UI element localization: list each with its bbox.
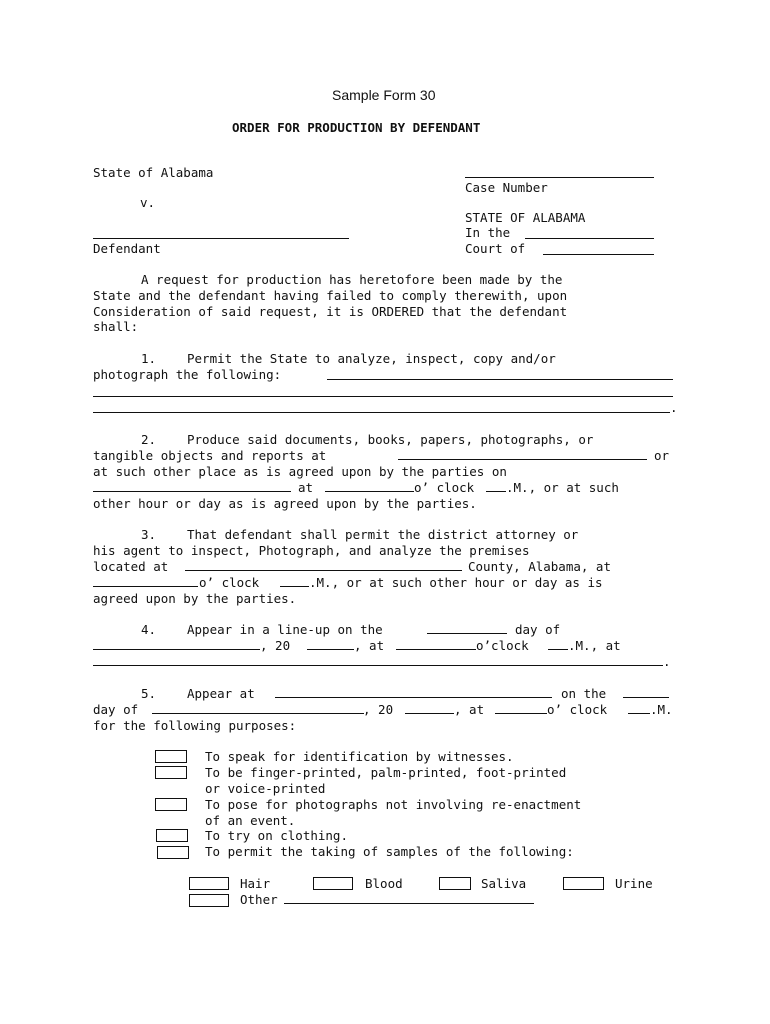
item-3-text: located at	[93, 559, 169, 574]
case-number-label: Case Number	[465, 180, 548, 195]
other-checkbox[interactable]	[189, 894, 229, 907]
item-3-text: .M., or at such other hour or day as is	[309, 575, 603, 590]
item-3-hour-blank[interactable]	[93, 586, 198, 587]
item-2-text: o’ clock	[414, 480, 475, 495]
item-5-text: on the	[561, 686, 607, 701]
item-2-text: at such other place as is agreed upon by the parties on	[93, 464, 507, 479]
hair-checkbox[interactable]	[189, 877, 229, 890]
item-4-hour-blank[interactable]	[396, 649, 476, 650]
intro-line: A request for production has heretofore been made by the	[141, 272, 563, 287]
state-label: STATE OF ALABAMA	[465, 210, 586, 225]
item-5-text: day of	[93, 702, 139, 717]
item-4-text: , 20	[260, 638, 291, 653]
other-label: Other	[240, 892, 278, 907]
item-1-blank[interactable]	[93, 396, 673, 397]
item-5-hour-blank[interactable]	[495, 713, 547, 714]
defendant-name-blank[interactable]	[93, 238, 349, 239]
item-4-ampm-blank[interactable]	[548, 649, 568, 650]
item-2-text: or	[654, 448, 670, 463]
item-1-blank[interactable]	[327, 379, 673, 380]
samples-label: To permit the taking of samples of the following:	[205, 844, 574, 859]
item-5-text: .M.	[650, 702, 673, 717]
item-5-text: , 20	[363, 702, 394, 717]
item-1-text: photograph the following:	[93, 367, 282, 382]
blood-checkbox[interactable]	[313, 877, 353, 890]
item-5-number: 5.	[141, 686, 157, 701]
item-5-text: o’ clock	[547, 702, 608, 717]
item-4-month-blank[interactable]	[93, 649, 260, 650]
item-3-text: agreed upon by the parties.	[93, 591, 297, 606]
saliva-checkbox[interactable]	[439, 877, 471, 890]
urine-checkbox[interactable]	[563, 877, 604, 890]
photograph-label: of an event.	[205, 813, 296, 828]
item-5-place-blank[interactable]	[275, 697, 552, 698]
item-1-blank[interactable]	[93, 412, 670, 413]
item-2-text: at	[298, 480, 314, 495]
item-4-place-blank[interactable]	[93, 665, 663, 666]
in-the-label: In the	[465, 225, 511, 240]
item-4-year-blank[interactable]	[307, 649, 354, 650]
other-blank[interactable]	[284, 903, 534, 904]
samples-checkbox[interactable]	[157, 846, 189, 859]
item-2-text: other hour or day as is agreed upon by the parties.	[93, 496, 477, 511]
blood-label: Blood	[365, 876, 403, 891]
item-2-text: tangible objects and reports at	[93, 448, 327, 463]
item-3-number: 3.	[141, 527, 157, 542]
item-3-ampm-blank[interactable]	[280, 586, 309, 587]
intro-line: shall:	[93, 319, 139, 334]
intro-line: State and the defendant having failed to comply therewith, upon	[93, 288, 568, 303]
photograph-checkbox[interactable]	[155, 798, 187, 811]
defendant-label: Defendant	[93, 241, 161, 256]
item-4-text: , at	[354, 638, 385, 653]
item-2-text: .M., or at such	[506, 480, 619, 495]
photograph-label: To pose for photographs not involving re-enactment	[205, 797, 582, 812]
item-2-hour-blank[interactable]	[325, 491, 414, 492]
intro-line: Consideration of said request, it is ORDERED that the defendant	[93, 304, 568, 319]
item-2-number: 2.	[141, 432, 157, 447]
item-4-day-blank[interactable]	[427, 633, 507, 634]
clothing-checkbox[interactable]	[156, 829, 188, 842]
item-2-ampm-blank[interactable]	[486, 491, 506, 492]
item-4-text: Appear in a line-up on the	[187, 622, 383, 637]
item-4-period: .	[663, 654, 671, 669]
hair-label: Hair	[240, 876, 271, 891]
court-of-blank[interactable]	[543, 254, 654, 255]
item-5-text: Appear at	[187, 686, 255, 701]
item-2-place-blank[interactable]	[398, 459, 647, 460]
plaintiff-name: State of Alabama	[93, 165, 214, 180]
item-5-text: , at	[454, 702, 485, 717]
item-2-date-blank[interactable]	[93, 491, 291, 492]
item-4-text: day of	[515, 622, 561, 637]
item-2-text: Produce said documents, books, papers, photographs, or	[187, 432, 594, 447]
item-5-text: for the following purposes:	[93, 718, 297, 733]
printed-label: or voice-printed	[205, 781, 326, 796]
item-5-year-blank[interactable]	[405, 713, 454, 714]
item-3-text: That defendant shall permit the district attorney or	[187, 527, 579, 542]
court-type-blank[interactable]	[525, 238, 654, 239]
item-5-ampm-blank[interactable]	[628, 713, 650, 714]
item-4-text: o’clock	[476, 638, 529, 653]
item-4-number: 4.	[141, 622, 157, 637]
item-5-day-blank[interactable]	[623, 697, 669, 698]
document-title: ORDER FOR PRODUCTION BY DEFENDANT	[232, 120, 481, 135]
versus-label: v.	[140, 195, 156, 210]
item-1-number: 1.	[141, 351, 157, 366]
item-3-text: County, Alabama, at	[468, 559, 611, 574]
item-1-text: Permit the State to analyze, inspect, copy and/or	[187, 351, 556, 366]
clothing-label: To try on clothing.	[205, 828, 348, 843]
urine-label: Urine	[615, 876, 653, 891]
item-3-location-blank[interactable]	[185, 570, 462, 571]
saliva-label: Saliva	[481, 876, 527, 891]
item-1-period: .	[670, 400, 678, 415]
item-4-text: .M., at	[568, 638, 621, 653]
identification-checkbox[interactable]	[155, 750, 187, 763]
item-3-text: o’ clock	[199, 575, 260, 590]
item-5-month-blank[interactable]	[152, 713, 364, 714]
item-3-text: his agent to inspect, Photograph, and analyze the premises	[93, 543, 530, 558]
identification-label: To speak for identification by witnesses.	[205, 749, 514, 764]
case-number-blank[interactable]	[465, 177, 654, 178]
printed-checkbox[interactable]	[155, 766, 187, 779]
court-of-label: Court of	[465, 241, 526, 256]
printed-label: To be finger-printed, palm-printed, foot-printed	[205, 765, 567, 780]
form-number: Sample Form 30	[332, 87, 436, 103]
